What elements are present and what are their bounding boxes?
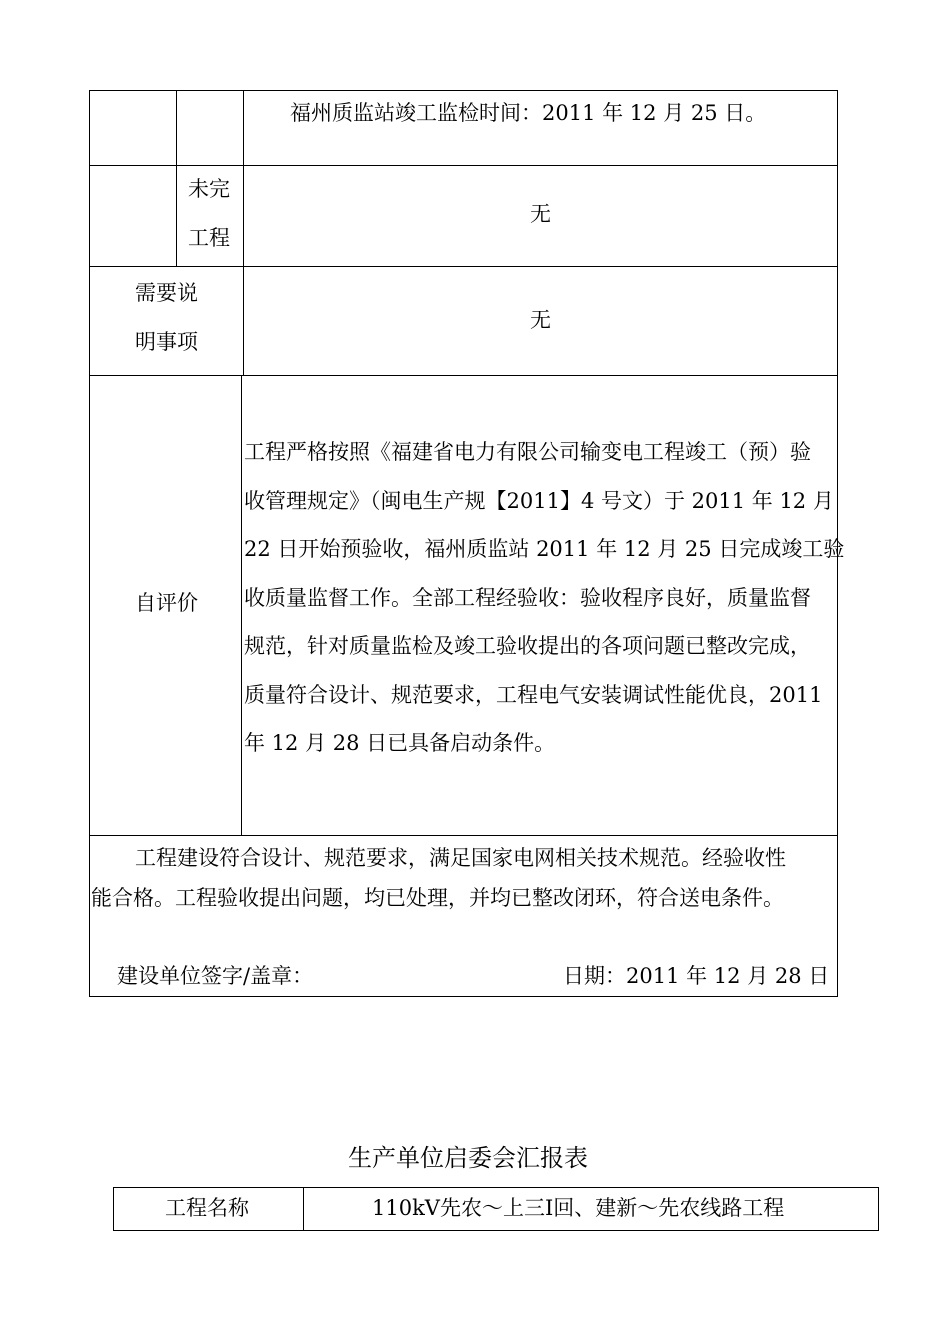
table-border	[176, 90, 177, 266]
self-evaluation-line: 收管理规定》（闽电生产规【2011】4 号文）于 2011 年 12 月	[244, 488, 834, 513]
project-name-value: 110kV先农～上三Ⅰ回、建新～先农线路工程	[372, 1196, 785, 1220]
table-border	[243, 90, 244, 375]
self-evaluation-label: 自评价	[135, 591, 198, 615]
table-border	[89, 90, 90, 997]
table-border	[89, 375, 838, 376]
table-border	[89, 165, 838, 166]
notes-value: 无	[530, 308, 551, 332]
project-name-label: 工程名称	[165, 1196, 249, 1220]
self-evaluation-line: 质量符合设计、规范要求，工程电气安装调试性能优良，2011	[244, 682, 823, 707]
conclusion-line1: 工程建设符合设计、规范要求，满足国家电网相关技术规范。经验收性	[135, 846, 786, 870]
table-border	[113, 1187, 879, 1188]
table-border	[89, 90, 838, 91]
self-evaluation-text	[244, 428, 844, 768]
self-evaluation-line: 年 12 月 28 日已具备启动条件。	[244, 731, 556, 755]
table-border	[89, 266, 838, 267]
signature-label: 建设单位签字/盖章：	[117, 964, 314, 988]
notes-label-line2: 明事项	[135, 330, 198, 354]
notes-label-line1: 需要说	[135, 281, 198, 305]
table-border	[878, 1187, 879, 1231]
self-evaluation-line: 22 日开始预验收，福州质监站 2011 年 12 月 25 日完成竣工验	[244, 537, 845, 561]
unfinished-value: 无	[530, 202, 551, 226]
table-border	[113, 1230, 879, 1231]
table-border	[89, 996, 838, 997]
self-evaluation-line: 收质量监督工作。全部工程经验收：验收程序良好，质量监督	[244, 585, 811, 610]
unfinished-label-line2: 工程	[188, 226, 230, 250]
unfinished-label-line1: 未完	[188, 177, 230, 201]
inspection-time-text: 福州质监站竣工监检时间：2011 年 12 月 25 日。	[290, 101, 767, 125]
table-border	[241, 375, 242, 835]
table-border	[113, 1187, 114, 1231]
table-border	[89, 835, 838, 836]
page-title: 生产单位启委会汇报表	[348, 1144, 588, 1172]
self-evaluation-line: 规范，针对质量监检及竣工验收提出的各项问题已整改完成，	[244, 634, 811, 658]
table-border	[303, 1187, 304, 1231]
self-evaluation-line: 工程严格按照《福建省电力有限公司输变电工程竣工（预）验	[244, 440, 811, 464]
date-label: 日期：2011 年 12 月 28 日	[563, 964, 830, 988]
conclusion-line2: 能合格。工程验收提出问题，均已处理，并均已整改闭环，符合送电条件。	[91, 886, 784, 910]
